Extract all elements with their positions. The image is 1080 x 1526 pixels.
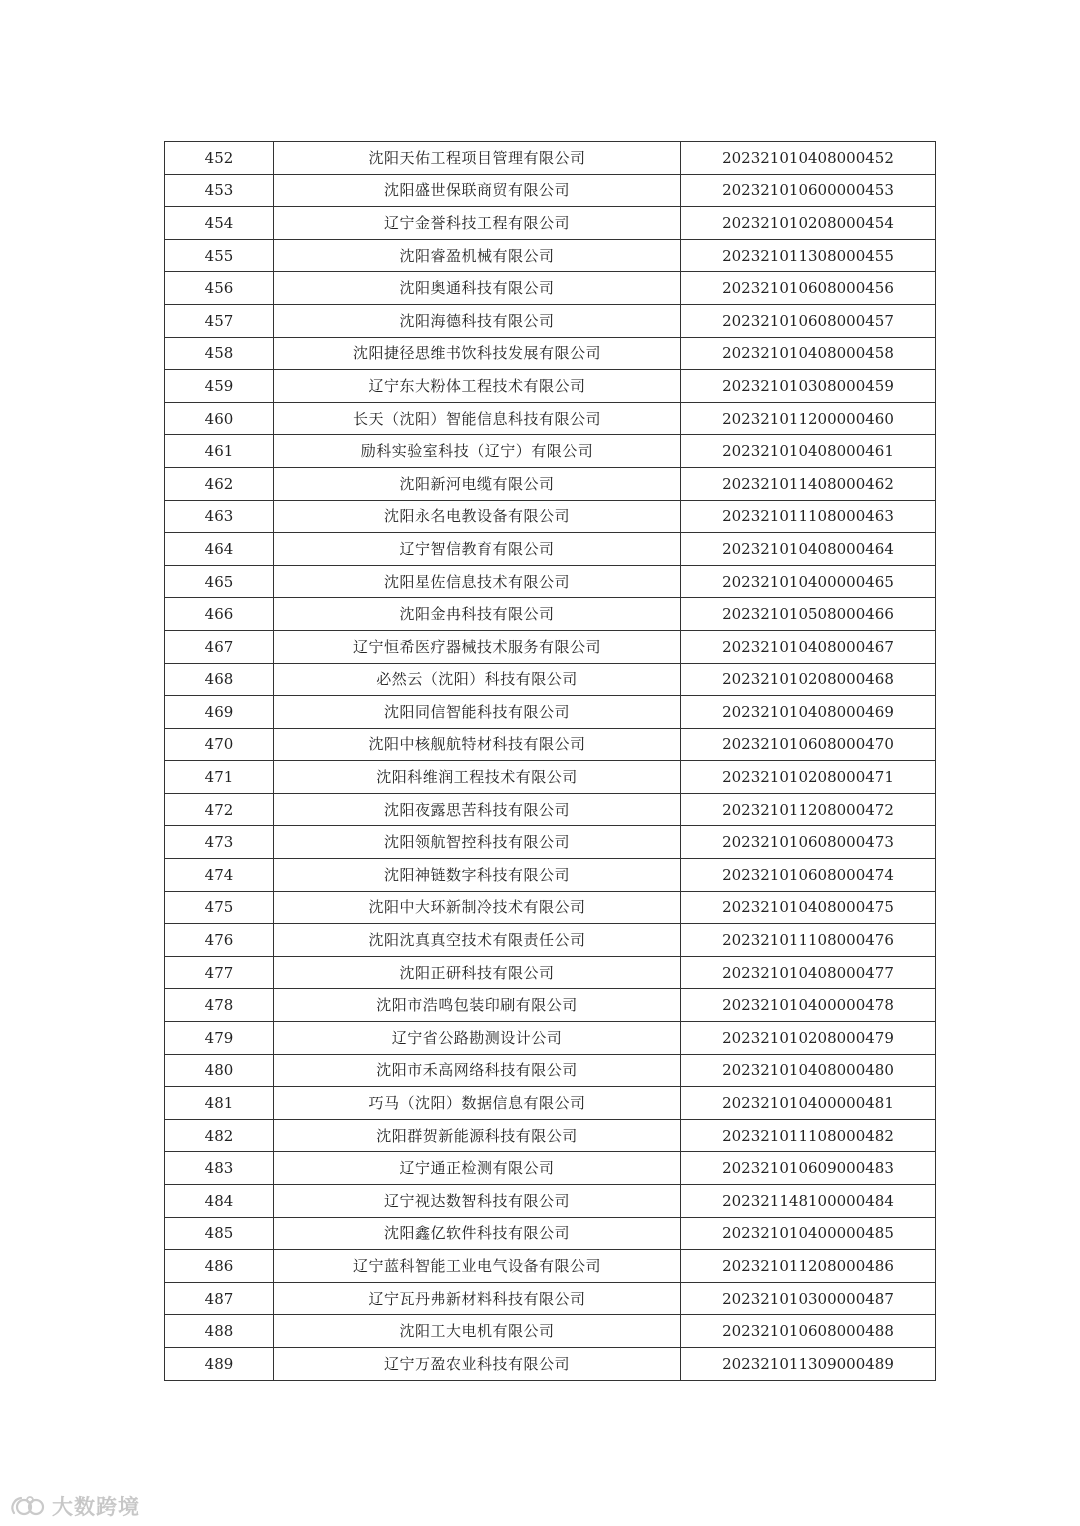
- registration-code-cell: 202321010408000452: [681, 142, 936, 175]
- row-number-cell: 487: [165, 1282, 274, 1315]
- registration-code-cell: 202321010608000456: [681, 272, 936, 305]
- registration-code-cell: 202321010408000480: [681, 1054, 936, 1087]
- registration-code-cell: 202321010608000474: [681, 859, 936, 892]
- registration-code-cell: 202321011108000482: [681, 1119, 936, 1152]
- table-row: [165, 630, 936, 663]
- company-name-cell: 沈阳同信智能科技有限公司: [274, 696, 681, 729]
- table-row: [165, 272, 936, 305]
- registration-code-cell: 202321011208000472: [681, 793, 936, 826]
- row-number-cell: 474: [165, 859, 274, 892]
- table-row: [165, 1347, 936, 1380]
- table-row: [165, 598, 936, 631]
- registration-code-cell: 202321010408000461: [681, 435, 936, 468]
- row-number-cell: 475: [165, 891, 274, 924]
- table-row: [165, 370, 936, 403]
- registration-code-cell: 202321010608000470: [681, 728, 936, 761]
- row-number-cell: 468: [165, 663, 274, 696]
- registration-code-cell: 202321011108000463: [681, 500, 936, 533]
- table-row: [165, 304, 936, 337]
- company-name-cell: 沈阳科维润工程技术有限公司: [274, 761, 681, 794]
- registration-code-cell: 202321011408000462: [681, 467, 936, 500]
- row-number-cell: 484: [165, 1185, 274, 1218]
- registration-code-cell: 202321010308000459: [681, 370, 936, 403]
- company-name-cell: 辽宁瓦丹弗新材料科技有限公司: [274, 1282, 681, 1315]
- company-name-cell: 沈阳捷径思维书饮科技发展有限公司: [274, 337, 681, 370]
- company-name-cell: 辽宁东大粉体工程技术有限公司: [274, 370, 681, 403]
- table-row: [165, 402, 936, 435]
- watermark-logo-icon: [8, 1493, 48, 1519]
- registration-code-cell: 202321010208000471: [681, 761, 936, 794]
- company-name-cell: 沈阳领航智控科技有限公司: [274, 826, 681, 859]
- row-number-cell: 471: [165, 761, 274, 794]
- table-row: [165, 956, 936, 989]
- company-name-cell: 沈阳群贺新能源科技有限公司: [274, 1119, 681, 1152]
- row-number-cell: 472: [165, 793, 274, 826]
- registration-code-cell: 202321010208000479: [681, 1022, 936, 1055]
- table-row: [165, 1119, 936, 1152]
- table-row: [165, 891, 936, 924]
- row-number-cell: 479: [165, 1022, 274, 1055]
- registration-code-cell: 202321010408000469: [681, 696, 936, 729]
- table-row: [165, 1022, 936, 1055]
- registration-code-cell: 202321011308000455: [681, 239, 936, 272]
- company-name-cell: 沈阳奥通科技有限公司: [274, 272, 681, 305]
- row-number-cell: 481: [165, 1087, 274, 1120]
- registration-code-cell: 202321010400000478: [681, 989, 936, 1022]
- table-row: [165, 696, 936, 729]
- table-body: [165, 142, 936, 1381]
- row-number-cell: 476: [165, 924, 274, 957]
- table-row: [165, 207, 936, 240]
- row-number-cell: 462: [165, 467, 274, 500]
- company-name-cell: 辽宁万盈农业科技有限公司: [274, 1347, 681, 1380]
- company-name-cell: 沈阳盛世保联商贸有限公司: [274, 174, 681, 207]
- row-number-cell: 470: [165, 728, 274, 761]
- company-name-cell: 辽宁蓝科智能工业电气设备有限公司: [274, 1250, 681, 1283]
- table-row: [165, 467, 936, 500]
- row-number-cell: 469: [165, 696, 274, 729]
- table-row: [165, 1185, 936, 1218]
- table-row: [165, 142, 936, 175]
- row-number-cell: 458: [165, 337, 274, 370]
- row-number-cell: 455: [165, 239, 274, 272]
- company-name-cell: 沈阳中核舰航特材科技有限公司: [274, 728, 681, 761]
- registration-code-cell: 202321011108000476: [681, 924, 936, 957]
- company-name-cell: 沈阳新河电缆有限公司: [274, 467, 681, 500]
- company-name-cell: 沈阳夜露思苦科技有限公司: [274, 793, 681, 826]
- row-number-cell: 461: [165, 435, 274, 468]
- table-row: [165, 565, 936, 598]
- table-row: [165, 761, 936, 794]
- company-name-cell: 长天（沈阳）智能信息科技有限公司: [274, 402, 681, 435]
- registration-code-cell: 202321010608000488: [681, 1315, 936, 1348]
- row-number-cell: 483: [165, 1152, 274, 1185]
- row-number-cell: 488: [165, 1315, 274, 1348]
- table-row: [165, 1217, 936, 1250]
- row-number-cell: 460: [165, 402, 274, 435]
- company-name-cell: 沈阳鑫亿软件科技有限公司: [274, 1217, 681, 1250]
- table-row: [165, 859, 936, 892]
- table-row: [165, 435, 936, 468]
- row-number-cell: 480: [165, 1054, 274, 1087]
- company-name-cell: 沈阳中大环新制冷技术有限公司: [274, 891, 681, 924]
- registration-code-cell: 202321010608000457: [681, 304, 936, 337]
- registration-code-cell: 202321010208000454: [681, 207, 936, 240]
- table-row: [165, 793, 936, 826]
- row-number-cell: 454: [165, 207, 274, 240]
- registration-code-cell: 202321010408000467: [681, 630, 936, 663]
- registration-code-cell: 202321010400000465: [681, 565, 936, 598]
- table-row: [165, 1315, 936, 1348]
- registration-code-cell: 202321010208000468: [681, 663, 936, 696]
- company-name-cell: 沈阳睿盈机械有限公司: [274, 239, 681, 272]
- company-name-cell: 沈阳海德科技有限公司: [274, 304, 681, 337]
- company-name-cell: 沈阳市浩鸣包装印刷有限公司: [274, 989, 681, 1022]
- row-number-cell: 485: [165, 1217, 274, 1250]
- watermark: [8, 1490, 140, 1522]
- registration-code-cell: 202321011208000486: [681, 1250, 936, 1283]
- table-row: [165, 826, 936, 859]
- registration-code-cell: 202321010600000453: [681, 174, 936, 207]
- row-number-cell: 457: [165, 304, 274, 337]
- company-name-cell: 励科实验室科技（辽宁）有限公司: [274, 435, 681, 468]
- company-name-cell: 辽宁通正检测有限公司: [274, 1152, 681, 1185]
- company-name-cell: 必然云（沈阳）科技有限公司: [274, 663, 681, 696]
- row-number-cell: 456: [165, 272, 274, 305]
- row-number-cell: 465: [165, 565, 274, 598]
- registration-code-cell: 202321010609000483: [681, 1152, 936, 1185]
- row-number-cell: 463: [165, 500, 274, 533]
- registration-code-cell: 202321010400000481: [681, 1087, 936, 1120]
- company-name-cell: 辽宁恒希医疗器械技术服务有限公司: [274, 630, 681, 663]
- table-row: [165, 728, 936, 761]
- company-name-cell: 巧马（沈阳）数据信息有限公司: [274, 1087, 681, 1120]
- company-name-cell: 沈阳沈真真空技术有限责任公司: [274, 924, 681, 957]
- company-name-cell: 辽宁视达数智科技有限公司: [274, 1185, 681, 1218]
- registration-code-cell: 202321010508000466: [681, 598, 936, 631]
- table-row: [165, 1087, 936, 1120]
- row-number-cell: 478: [165, 989, 274, 1022]
- row-number-cell: 473: [165, 826, 274, 859]
- table-row: [165, 337, 936, 370]
- company-registry-table: [164, 141, 936, 1381]
- watermark-text: 大数跨境: [52, 1495, 140, 1519]
- row-number-cell: 482: [165, 1119, 274, 1152]
- registration-code-cell: 202321148100000484: [681, 1185, 936, 1218]
- row-number-cell: 486: [165, 1250, 274, 1283]
- table-row: [165, 924, 936, 957]
- table-row: [165, 1250, 936, 1283]
- registration-code-cell: 202321010408000477: [681, 956, 936, 989]
- table-row: [165, 989, 936, 1022]
- registration-code-cell: 202321010300000487: [681, 1282, 936, 1315]
- company-name-cell: 沈阳金冉科技有限公司: [274, 598, 681, 631]
- row-number-cell: 467: [165, 630, 274, 663]
- registration-code-cell: 202321010408000458: [681, 337, 936, 370]
- company-name-cell: 辽宁省公路勘测设计公司: [274, 1022, 681, 1055]
- row-number-cell: 489: [165, 1347, 274, 1380]
- row-number-cell: 477: [165, 956, 274, 989]
- company-name-cell: 辽宁智信教育有限公司: [274, 533, 681, 566]
- company-name-cell: 沈阳正研科技有限公司: [274, 956, 681, 989]
- table-row: [165, 533, 936, 566]
- registration-code-cell: 202321010408000475: [681, 891, 936, 924]
- table-row: [165, 1152, 936, 1185]
- company-name-cell: 沈阳星佐信息技术有限公司: [274, 565, 681, 598]
- registration-code-cell: 202321010608000473: [681, 826, 936, 859]
- registration-code-cell: 202321011200000460: [681, 402, 936, 435]
- table-row: [165, 239, 936, 272]
- company-name-cell: 沈阳天佑工程项目管理有限公司: [274, 142, 681, 175]
- table-row: [165, 500, 936, 533]
- company-name-cell: 沈阳神链数字科技有限公司: [274, 859, 681, 892]
- row-number-cell: 459: [165, 370, 274, 403]
- row-number-cell: 453: [165, 174, 274, 207]
- row-number-cell: 466: [165, 598, 274, 631]
- table-row: [165, 1054, 936, 1087]
- table-row: [165, 1282, 936, 1315]
- company-name-cell: 沈阳市禾高网络科技有限公司: [274, 1054, 681, 1087]
- table-row: [165, 663, 936, 696]
- registration-code-cell: 202321011309000489: [681, 1347, 936, 1380]
- table-row: [165, 174, 936, 207]
- registration-code-cell: 202321010400000485: [681, 1217, 936, 1250]
- registration-code-cell: 202321010408000464: [681, 533, 936, 566]
- company-name-cell: 沈阳永名电教设备有限公司: [274, 500, 681, 533]
- company-name-cell: 沈阳工大电机有限公司: [274, 1315, 681, 1348]
- row-number-cell: 452: [165, 142, 274, 175]
- row-number-cell: 464: [165, 533, 274, 566]
- company-name-cell: 辽宁金誉科技工程有限公司: [274, 207, 681, 240]
